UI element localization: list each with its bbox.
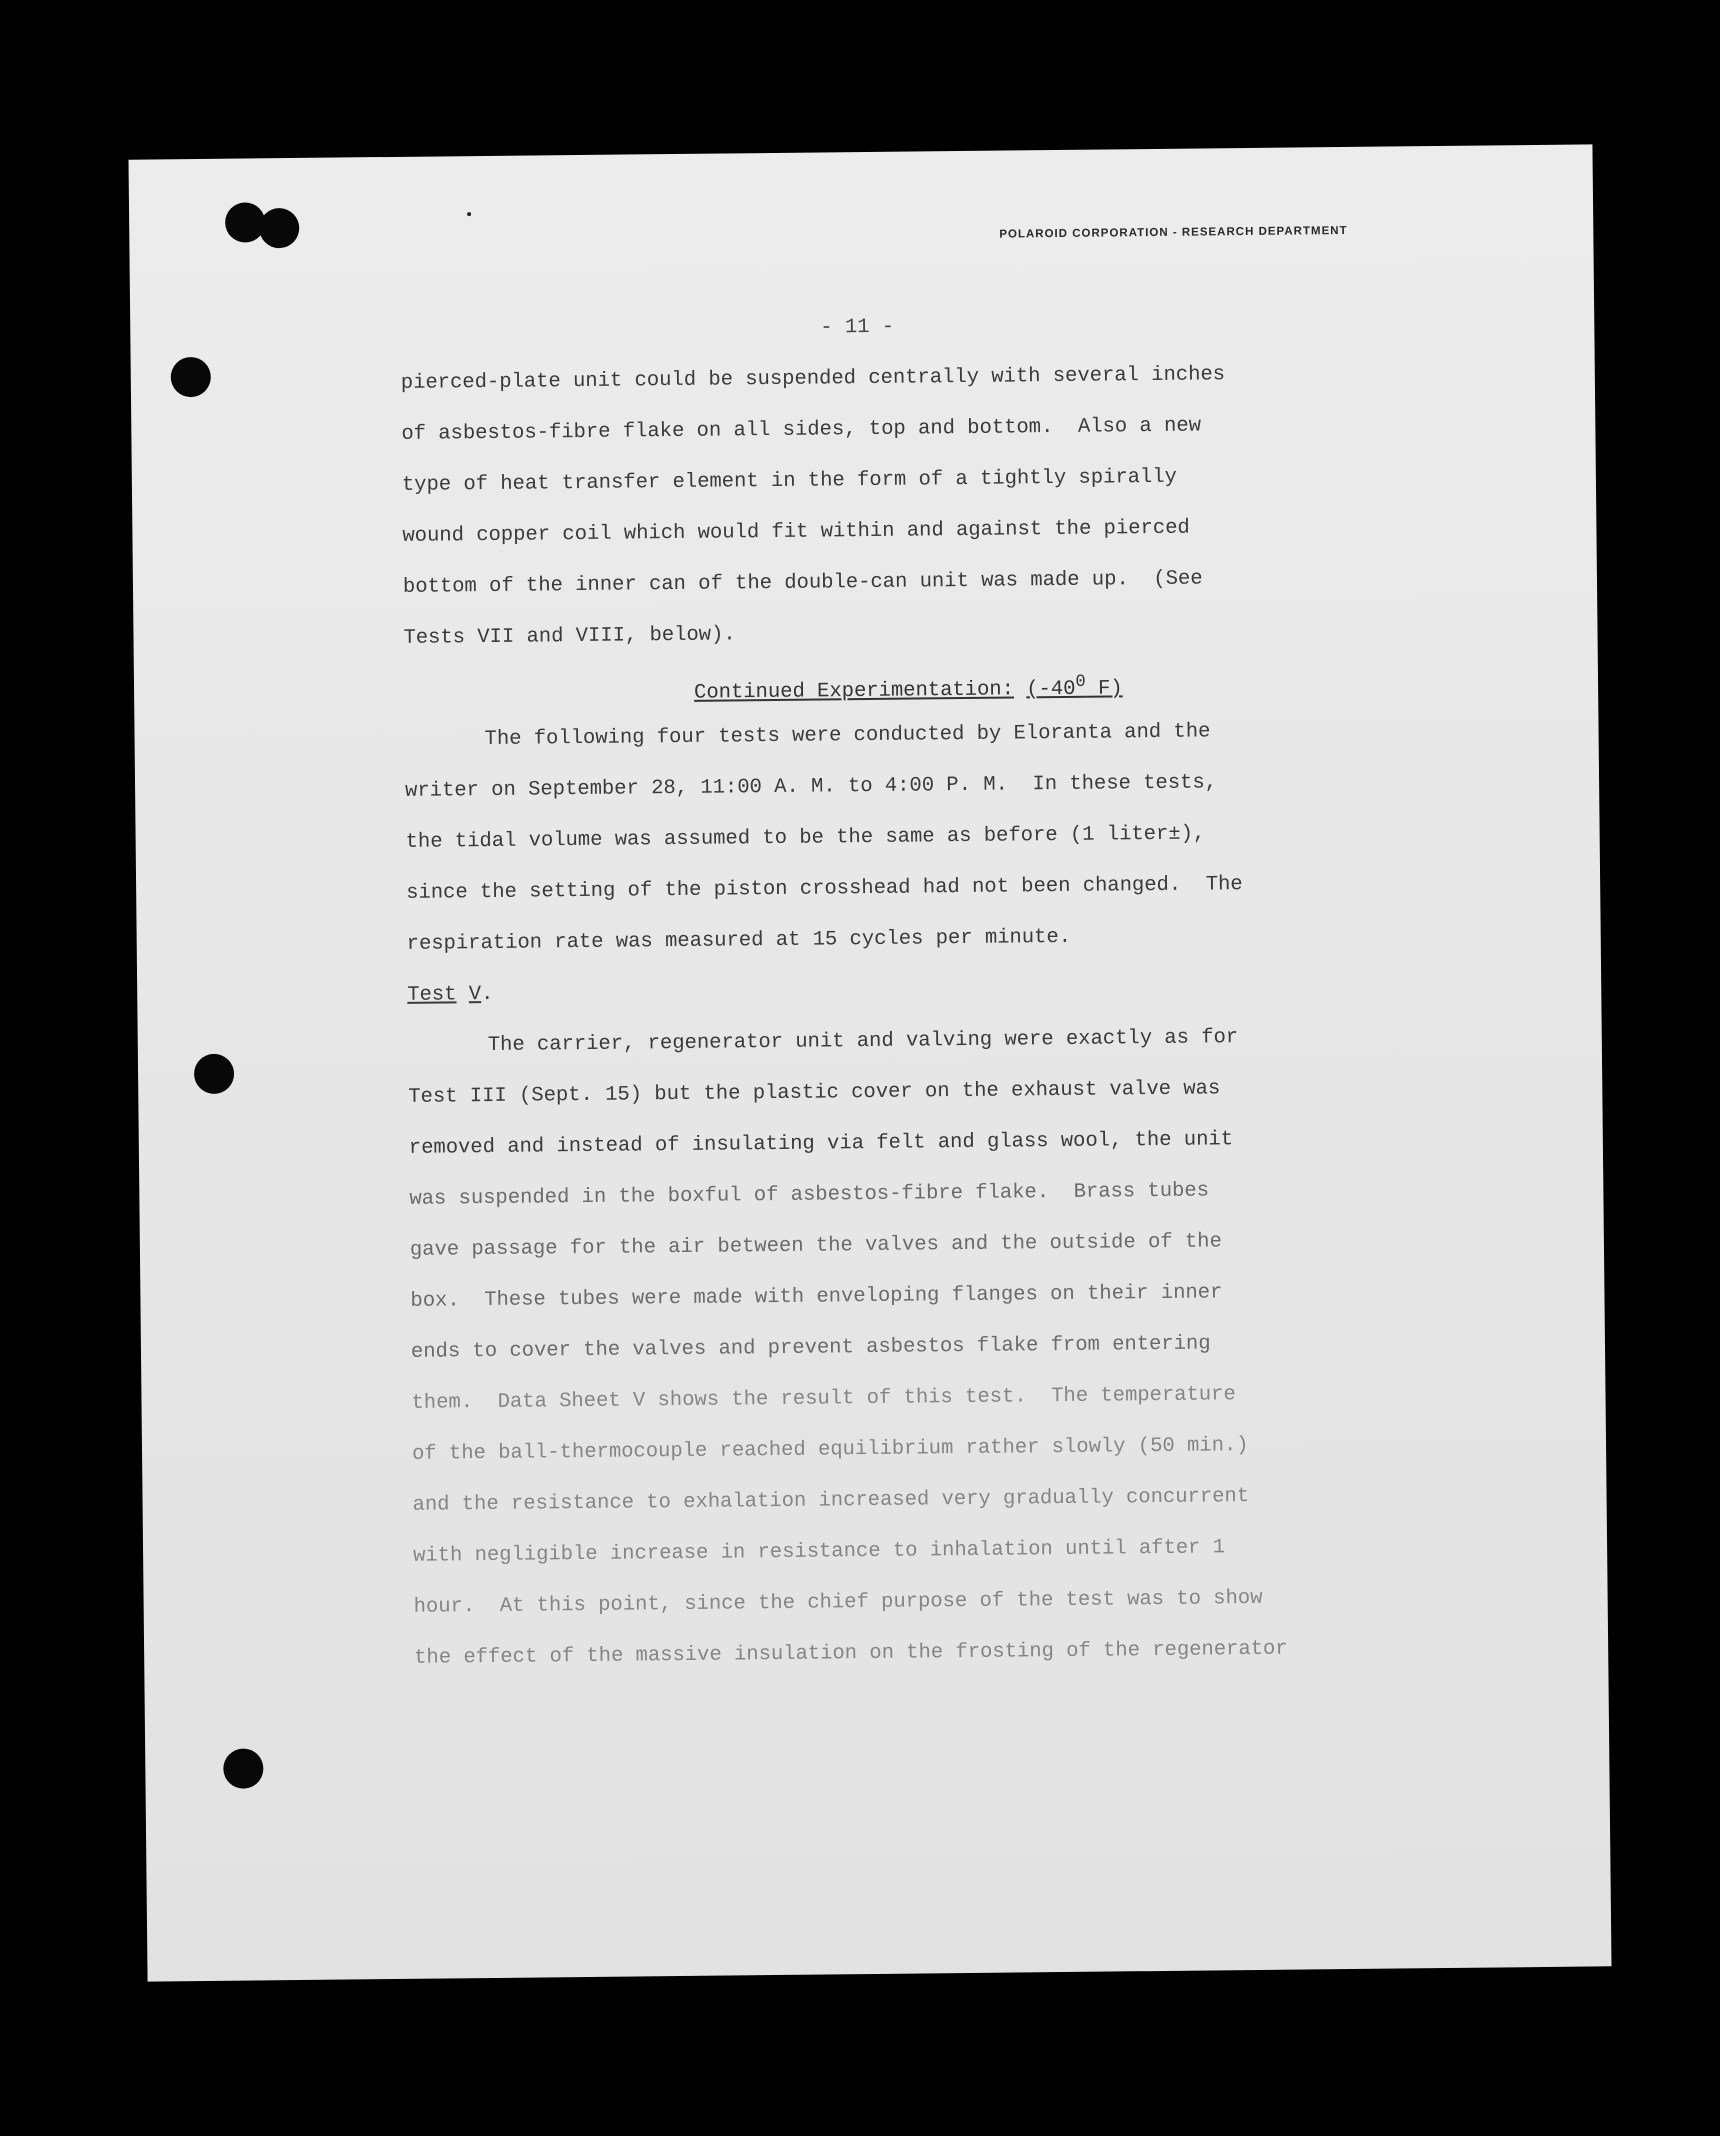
section-heading-temp (1026, 672, 1123, 702)
page-number: - 11 - (820, 315, 895, 340)
text-line: pierced-plate unit could be suspended centrally with several inches (400, 363, 1226, 395)
test-suffix: . (480, 982, 494, 1007)
text-line: The carrier, regenerator unit and valving were exactly as for (487, 1026, 1239, 1058)
text-line: was suspended in the boxful of asbestos-fibre flake. Brass tubes (409, 1179, 1210, 1211)
text-line: hour. At this point, since the chief purpose of the test was to show (413, 1586, 1263, 1619)
text-line: respiration rate was measured at 15 cycles per minute. (406, 925, 1072, 956)
text-line: of the ball-thermocouple reached equilibrium rather slowly (50 min.) (411, 1434, 1249, 1466)
punch-hole (194, 1054, 234, 1094)
text-line: the effect of the massive insulation on the frosting of the regenerator (414, 1637, 1288, 1670)
punch-hole (171, 357, 211, 397)
test-label: Test (407, 983, 457, 1007)
text-line: since the setting of the piston crosshead had not been changed. The (406, 873, 1243, 905)
letterhead: POLAROID CORPORATION - RESEARCH DEPARTMENT (999, 224, 1348, 241)
text-line: type of heat transfer element in the form of a tightly spirally (401, 465, 1178, 497)
text-line: wound copper coil which would fit within and against the pierced (402, 516, 1190, 548)
text-line: Test III (Sept. 15) but the plastic cover on the exhaust valve was (408, 1077, 1221, 1109)
text-line: them. Data Sheet V shows the result of this test. The temperature (411, 1383, 1236, 1415)
text-line: Tests VII and VIII, below). (403, 623, 736, 650)
text-line: and the resistance to exhalation increased very gradually concurrent (412, 1485, 1250, 1517)
degree-mark: 0 (1075, 672, 1086, 692)
text-line: with negligible increase in resistance to inhalation until after 1 (413, 1536, 1226, 1568)
document-body (400, 295, 1544, 1684)
text-line: the tidal volume was assumed to be the same as before (1 liter±), (405, 822, 1206, 854)
text-line: box. These tubes were made with enveloping flanges on their inner (410, 1281, 1223, 1313)
text-line: The following four tests were conducted by Eloranta and the (484, 720, 1211, 752)
document-page (129, 144, 1612, 1981)
test-number: V (468, 983, 482, 1007)
temp-value: (-40 (1026, 677, 1076, 702)
text-line: of asbestos-fibre flake on all sides, top and bottom. Also a new (401, 414, 1202, 446)
text-line: ends to cover the valves and prevent asbestos flake from entering (410, 1332, 1211, 1364)
text-line: removed and instead of insulating via felt and glass wool, the unit (408, 1128, 1234, 1160)
text-line: bottom of the inner can of the double-can unit was made up. (See (402, 567, 1203, 599)
ink-speck (467, 212, 471, 216)
punch-hole (223, 1748, 263, 1788)
temp-unit: F) (1085, 677, 1123, 701)
section-heading-title: Continued Experimentation: (693, 678, 1015, 705)
punch-hole (259, 208, 299, 248)
text-line: gave passage for the air between the valves and the outside of the (409, 1230, 1222, 1262)
text-line: writer on September 28, 11:00 A. M. to 4:00 P. M. In these tests, (405, 771, 1218, 803)
